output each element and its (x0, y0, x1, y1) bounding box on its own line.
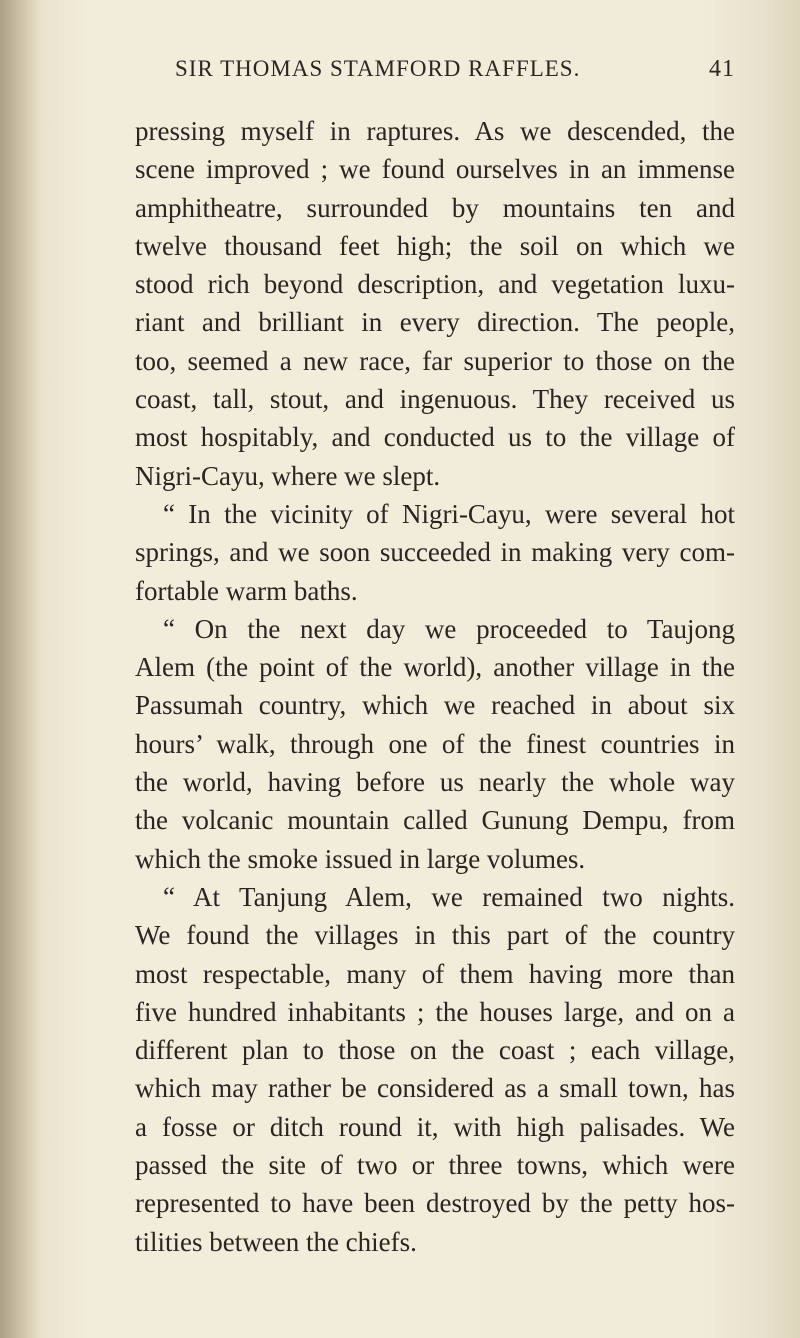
text-line: the volcanic mountain called Gunung Dempu, from (135, 805, 735, 836)
text-line: represented to have been destroyed by the petty hos- (135, 1188, 735, 1219)
text-line: “ On the next day we proceeded to Taujong (163, 613, 735, 644)
text-line: too, seemed a new race, far superior to those on the (135, 345, 735, 376)
text-line: “ In the vicinity of Nigri-Cayu, were several hot (163, 498, 735, 529)
text-line: tilities between the chiefs. (135, 1226, 417, 1257)
body-text (135, 112, 735, 1261)
text-line: We found the villages in this part of the country (135, 920, 735, 951)
text-line: most respectable, many of them having more than (135, 958, 735, 989)
text-line: which may rather be considered as a small town, has (135, 1073, 735, 1104)
text-line: most hospitably, and conducted us to the village of (135, 422, 735, 453)
text-line: scene improved ; we found ourselves in an immense (135, 154, 735, 185)
text-line: Passumah country, which we reached in about six (135, 690, 735, 721)
text-line: fortable warm baths. (135, 575, 358, 606)
text-line: stood rich beyond description, and vegetation luxu- (135, 269, 735, 300)
text-line: Nigri-Cayu, where we slept. (135, 460, 441, 491)
running-title: SIR THOMAS STAMFORD RAFFLES. (175, 56, 581, 81)
text-line: a fosse or ditch round it, with high palisades. We (135, 1111, 735, 1142)
page-number: 41 (709, 56, 735, 82)
text-line: different plan to those on the coast ; each village, (135, 1035, 735, 1066)
text-line: the world, having before us nearly the whole way (135, 767, 735, 798)
text-line: which the smoke issued in large volumes. (135, 843, 586, 874)
text-line: coast, tall, stout, and ingenuous. They received us (135, 384, 735, 415)
text-line: twelve thousand feet high; the soil on which we (135, 230, 735, 261)
text-line: “ At Tanjung Alem, we remained two nights. (163, 881, 735, 912)
page-gutter-shadow (0, 0, 40, 1338)
text-line: five hundred inhabitants ; the houses large, and on a (135, 996, 735, 1027)
text-line: passed the site of two or three towns, which were (135, 1150, 735, 1181)
text-line: pressing myself in raptures. As we descended, the (135, 116, 735, 146)
text-line: springs, and we soon succeeded in making very com- (135, 537, 735, 568)
text-line: riant and brilliant in every direction. The people, (135, 307, 735, 338)
running-head (175, 56, 735, 90)
text-line: hours’ walk, through one of the finest countries in (135, 728, 735, 759)
text-line: amphitheatre, surrounded by mountains ten and (135, 192, 735, 223)
text-line: Alem (the point of the world), another village in the (135, 652, 735, 683)
